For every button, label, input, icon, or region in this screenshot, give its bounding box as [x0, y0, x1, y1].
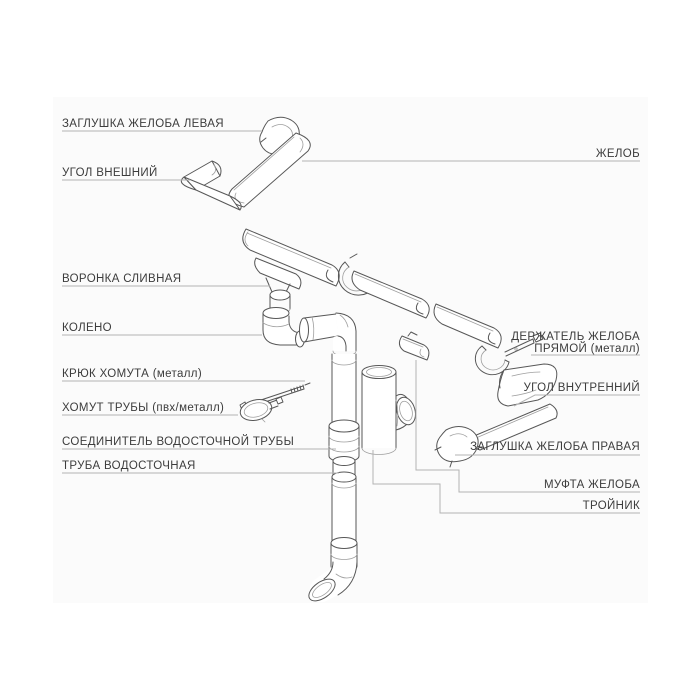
label-elbow: КОЛЕНО: [62, 322, 112, 334]
label-gutter-coupling: МУФТА ЖЕЛОБА: [543, 479, 640, 491]
label-pipe-connector: СОЕДИНИТЕЛЬ ВОДОСТОЧНОЙ ТРУБЫ: [62, 436, 295, 448]
label-funnel: ВОРОНКА СЛИВНАЯ: [62, 273, 182, 285]
part-pipe-connector: [329, 420, 359, 462]
label-holder-line2: ПРЯМОЙ (металл): [534, 343, 640, 355]
label-holder-line1: ДЕРЖАТЕЛЬ ЖЕЛОБА: [511, 331, 640, 343]
label-hook: КРЮК ХОМУТА (металл): [62, 368, 203, 380]
label-cap-left: ЗАГЛУШКА ЖЕЛОБА ЛЕВАЯ: [62, 118, 224, 130]
label-gutter: ЖЕЛОБ: [595, 148, 640, 160]
part-downpipe-lower: [332, 472, 356, 545]
part-downpipe-upper: [332, 354, 356, 427]
label-corner-outer: УГОЛ ВНЕШНИЙ: [62, 167, 158, 179]
label-downpipe: ТРУБА ВОДОСТОЧНАЯ: [62, 460, 196, 472]
label-corner-inner: УГОЛ ВНУТРЕННИЙ: [523, 382, 640, 394]
label-pipe-clamp: ХОМУТ ТРУБЫ (пвх/металл): [62, 402, 225, 414]
label-tee: ТРОЙНИК: [582, 500, 640, 512]
label-cap-right: ЗАГЛУШКА ЖЕЛОБА ПРАВАЯ: [470, 441, 640, 453]
